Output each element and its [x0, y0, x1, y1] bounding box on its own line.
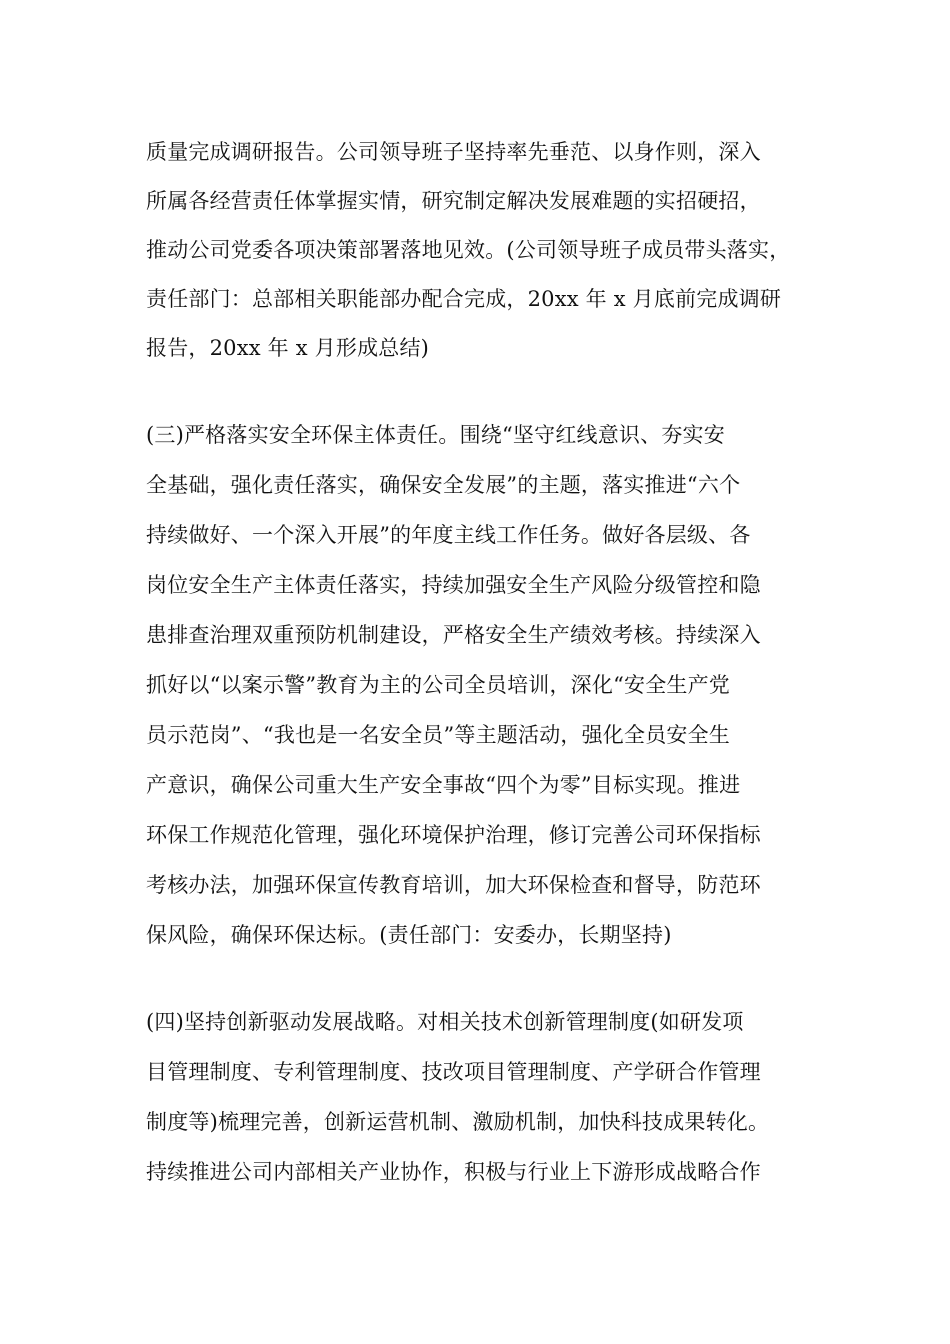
paragraph-1-line-3: 推动公司党委各项决策部署落地见效。(公司领导班子成员带头落实， — [146, 238, 791, 262]
paragraph-2-line-5: 患排查治理双重预防机制建设，严格安全生产绩效考核。持续深入 — [146, 623, 761, 647]
paragraph-2-line-8: 产意识，确保公司重大生产安全事故“四个为零”目标实现。推进 — [146, 773, 741, 797]
paragraph-3-line-2: 目管理制度、专利管理制度、技改项目管理制度、产学研合作管理 — [146, 1060, 761, 1084]
paragraph-1-line-2: 所属各经营责任体掌握实情，研究制定解决发展难题的实招硬招， — [146, 189, 761, 213]
paragraph-3-line-1: (四)坚持创新驱动发展战略。对相关技术创新管理制度(如研发项 — [146, 1010, 744, 1034]
paragraph-2-line-9: 环保工作规范化管理，强化环境保护治理，修订完善公司环保指标 — [146, 823, 761, 847]
paragraph-1-line-1: 质量完成调研报告。公司领导班子坚持率先垂范、以身作则，深入 — [146, 140, 761, 164]
paragraph-3-line-3: 制度等)梳理完善，创新运营机制、激励机制，加快科技成果转化。 — [146, 1110, 770, 1134]
paragraph-3-line-4: 持续推进公司内部相关产业协作，积极与行业上下游形成战略合作 — [146, 1160, 761, 1184]
paragraph-2-line-2: 全基础，强化责任落实，确保安全发展”的主题，落实推进“六个 — [146, 473, 741, 497]
paragraph-2-line-1: (三)严格落实安全环保主体责任。围绕“坚守红线意识、夯实安 — [146, 423, 725, 447]
paragraph-2-line-6: 抓好以“以案示警”教育为主的公司全员培训，深化“安全生产党 — [146, 673, 731, 697]
paragraph-1-line-4: 责任部门：总部相关职能部办配合完成，20xx 年 x 月底前完成调研 — [146, 287, 782, 311]
paragraph-2-line-4: 岗位安全生产主体责任落实，持续加强安全生产风险分级管控和隐 — [146, 573, 761, 597]
paragraph-2-line-11: 保风险，确保环保达标。(责任部门：安委办，长期坚持) — [146, 923, 672, 947]
paragraph-1-line-5: 报告，20xx 年 x 月形成总结) — [146, 336, 430, 360]
paragraph-2-line-7: 员示范岗”、“我也是一名安全员”等主题活动，强化全员安全生 — [146, 723, 731, 747]
paragraph-2-line-10: 考核办法，加强环保宣传教育培训，加大环保检查和督导，防范环 — [146, 873, 761, 897]
paragraph-2-line-3: 持续做好、一个深入开展”的年度主线工作任务。做好各层级、各 — [146, 523, 751, 547]
